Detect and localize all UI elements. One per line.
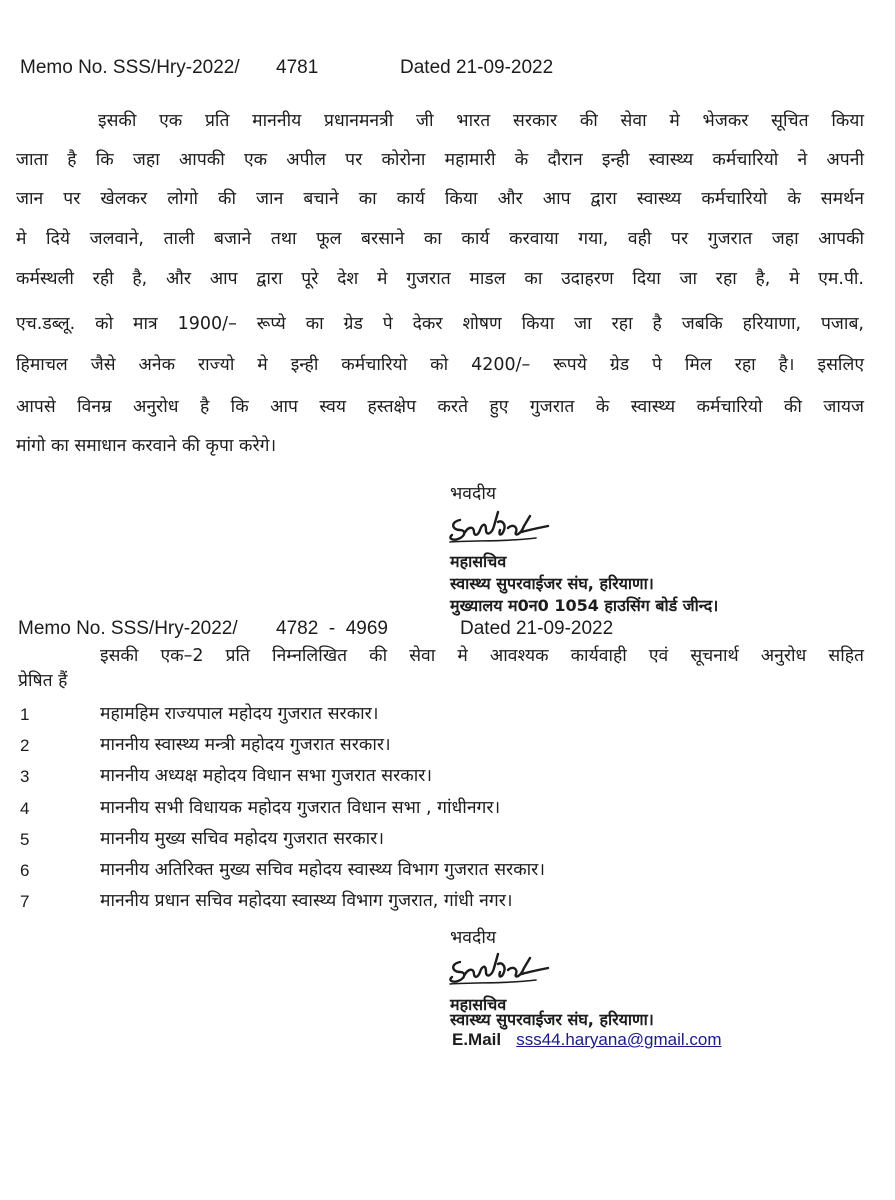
paragraph-line: एच.डब्लू. को मात्र 1900/– रूप्ये का ग्रेड पे देकर शोषण किया जा रहा है जबकि हरियाणा, पजाब,: [16, 314, 864, 334]
list-item-text: माननीय अतिरिक्त मुख्य सचिव महोदय स्वास्थ्य विभाग गुजरात सरकार।: [100, 860, 545, 880]
email-label: E.Mail: [452, 1030, 502, 1049]
list-item-number: 5: [20, 830, 30, 849]
paragraph-line: हिमाचल जैसे अनेक राज्यो मे इन्ही कर्मचारियो को 4200/– रूपये ग्रेड पे मिल रहा है। इसलिए: [16, 355, 864, 375]
list-item-number: 2: [20, 736, 30, 755]
signatory-title: महासचिव: [450, 552, 507, 571]
memo2-intro: इसकी एक–2 प्रति निम्नलिखित की सेवा मे आवश्यक कार्यवाही एवं सूचनार्थ अनुरोध सहित: [100, 646, 864, 666]
paragraph-line: जान पर खेलकर लोगो की जान बचाने का कार्य किया और आप द्वारा स्वास्थ्य कर्मचारियो के समर्थन: [16, 189, 864, 209]
paragraph-line: कर्मस्थली रही है, और आप द्वारा पूरे देश मे गुजरात माडल का उदाहरण दिया जा रहा है, मे एम.पी.: [16, 269, 864, 289]
paragraph-line: आपसे विनम्र अनुरोध है कि आप स्वय हस्तक्षेप करते हुए गुजरात के स्वास्थ्य कर्मचारियो की जायज: [16, 397, 864, 417]
signature-image: [446, 508, 558, 546]
memo-date: Dated 21-09-2022: [400, 57, 554, 78]
paragraph-line: इसकी एक प्रति माननीय प्रधानमनत्री जी भारत सरकार की सेवा मे भेजकर सूचित किया: [98, 111, 864, 131]
signatory-title-2: महासचिव: [450, 995, 507, 1014]
list-item-text: माननीय स्वास्थ्य मन्त्री महोदय गुजरात सरकार।: [100, 735, 391, 755]
memo2-intro-cont: प्रेषित हैं: [18, 671, 68, 691]
list-item-text: माननीय मुख्य सचिव महोदय गुजरात सरकार।: [100, 829, 384, 849]
memo-number-label: Memo No. SSS/Hry-2022/: [20, 57, 240, 78]
paragraph-line: जाता है कि जहा आपकी एक अपील पर कोरोना महामारी के दौरान इन्ही स्वास्थ्य कर्मचारियो ने अपनी: [16, 150, 864, 170]
paragraph-line: मांगो का समाधान करवाने की कृपा करेगे।: [16, 436, 277, 456]
signature-image-2: [446, 950, 558, 988]
list-item-number: 3: [20, 767, 30, 786]
closing-text: भवदीय: [450, 484, 497, 504]
signatory-org: स्वास्थ्य सुपरवाईजर संघ, हरियाणा।: [450, 574, 654, 593]
memo2-date: Dated 21-09-2022: [460, 618, 614, 639]
list-item-number: 1: [20, 705, 30, 724]
signatory-org-2: स्वास्थ्य सुपरवाईजर संघ, हरियाणा।: [450, 1010, 654, 1029]
list-item-number: 4: [20, 799, 30, 818]
signatory-address: मुख्यालय म0न0 1054 हाउसिंग बोर्ड जीन्द।: [450, 596, 719, 615]
list-item-text: महामहिम राज्यपाल महोदय गुजरात सरकार।: [100, 704, 379, 724]
memo2-number-range: 4782 - 4969: [276, 618, 388, 639]
closing-text-2: भवदीय: [450, 928, 497, 948]
list-item-text: माननीय सभी विधायक महोदय गुजरात विधान सभा , गांधीनगर।: [100, 798, 501, 818]
memo-number: 4781: [276, 57, 319, 78]
email-link[interactable]: sss44.haryana@gmail.com: [516, 1030, 722, 1049]
paragraph-line: मे दिये जलवाने, ताली बजाने तथा फूल बरसाने का कार्य करवाया गया, वही पर गुजरात जहा आपकी: [16, 229, 864, 249]
email-row: [452, 1030, 722, 1050]
list-item-number: 7: [20, 892, 30, 911]
list-item-number: 6: [20, 861, 30, 880]
list-item-text: माननीय प्रधान सचिव महोदया स्वास्थ्य विभाग गुजरात, गांधी नगर।: [100, 891, 513, 911]
list-item-text: माननीय अध्यक्ष महोदय विधान सभा गुजरात सरकार।: [100, 766, 433, 786]
memo2-number-label: Memo No. SSS/Hry-2022/: [18, 618, 238, 639]
